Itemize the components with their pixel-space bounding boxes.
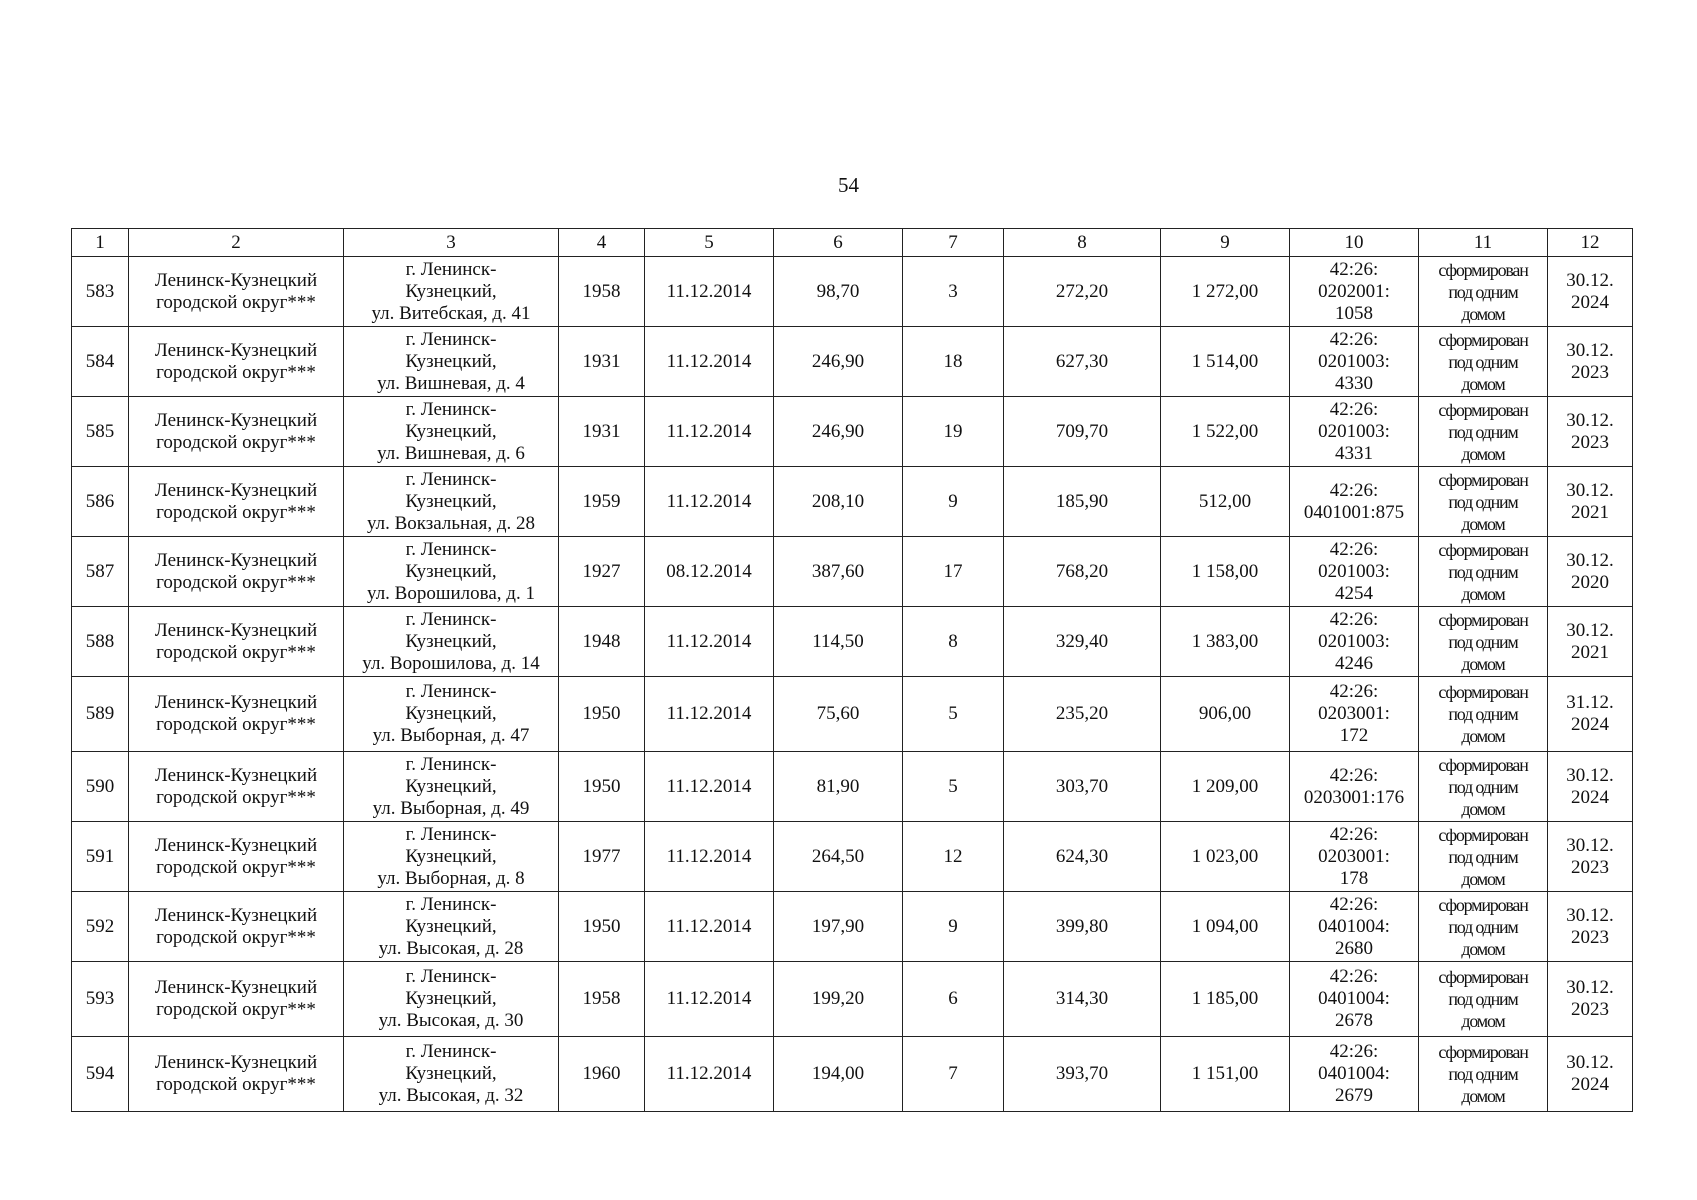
table-row bbox=[72, 537, 1633, 607]
column-number: 2 bbox=[129, 229, 344, 257]
area-cell: 393,70 bbox=[1004, 1037, 1161, 1112]
area-cell: 709,70 bbox=[1004, 397, 1161, 467]
cost-cell: 1 522,00 bbox=[1161, 397, 1290, 467]
cadastral-number-cell: 42:26: 0203001:176 bbox=[1290, 752, 1419, 822]
residents-count-cell: 9 bbox=[903, 467, 1004, 537]
recognition-date-cell: 11.12.2014 bbox=[645, 257, 774, 327]
row-number: 593 bbox=[72, 962, 129, 1037]
residents-count-cell: 3 bbox=[903, 257, 1004, 327]
residents-count-cell: 8 bbox=[903, 607, 1004, 677]
year-built-cell: 1950 bbox=[559, 892, 645, 962]
column-number: 7 bbox=[903, 229, 1004, 257]
cadastral-number-cell: 42:26: 0203001: 172 bbox=[1290, 677, 1419, 752]
row-number: 592 bbox=[72, 892, 129, 962]
land-plot-status-cell: сформирован под одним домом bbox=[1419, 822, 1548, 892]
resettlement-deadline-cell: 30.12. 2021 bbox=[1548, 607, 1633, 677]
column-number: 8 bbox=[1004, 229, 1161, 257]
cost-cell: 1 272,00 bbox=[1161, 257, 1290, 327]
address-cell: г. Ленинск- Кузнецкий, ул. Выборная, д. 47 bbox=[344, 677, 559, 752]
area-cell: 624,30 bbox=[1004, 822, 1161, 892]
column-number-row bbox=[72, 229, 1633, 257]
cost-cell: 1 023,00 bbox=[1161, 822, 1290, 892]
land-plot-status-cell: сформирован под одним домом bbox=[1419, 257, 1548, 327]
address-cell: г. Ленинск- Кузнецкий, ул. Выборная, д. 49 bbox=[344, 752, 559, 822]
area-cell: 185,90 bbox=[1004, 467, 1161, 537]
cost-cell: 1 209,00 bbox=[1161, 752, 1290, 822]
cadastral-number-cell: 42:26: 0201003: 4254 bbox=[1290, 537, 1419, 607]
column-number: 11 bbox=[1419, 229, 1548, 257]
table-row bbox=[72, 752, 1633, 822]
column-number: 9 bbox=[1161, 229, 1290, 257]
column-number: 3 bbox=[344, 229, 559, 257]
area-cell: 303,70 bbox=[1004, 752, 1161, 822]
land-plot-status-cell: сформирован под одним домом bbox=[1419, 1037, 1548, 1112]
district-cell: Ленинск-Кузнецкий городской округ*** bbox=[129, 752, 344, 822]
living-area-cell: 387,60 bbox=[774, 537, 903, 607]
living-area-cell: 246,90 bbox=[774, 327, 903, 397]
cost-cell: 512,00 bbox=[1161, 467, 1290, 537]
district-cell: Ленинск-Кузнецкий городской округ*** bbox=[129, 607, 344, 677]
resettlement-deadline-cell: 30.12. 2020 bbox=[1548, 537, 1633, 607]
cadastral-number-cell: 42:26: 0401004: 2678 bbox=[1290, 962, 1419, 1037]
residents-count-cell: 9 bbox=[903, 892, 1004, 962]
resettlement-deadline-cell: 30.12. 2024 bbox=[1548, 257, 1633, 327]
district-cell: Ленинск-Кузнецкий городской округ*** bbox=[129, 962, 344, 1037]
year-built-cell: 1950 bbox=[559, 752, 645, 822]
address-cell: г. Ленинск- Кузнецкий, ул. Высокая, д. 32 bbox=[344, 1037, 559, 1112]
district-cell: Ленинск-Кузнецкий городской округ*** bbox=[129, 892, 344, 962]
recognition-date-cell: 11.12.2014 bbox=[645, 892, 774, 962]
row-number: 589 bbox=[72, 677, 129, 752]
table-row bbox=[72, 822, 1633, 892]
recognition-date-cell: 11.12.2014 bbox=[645, 822, 774, 892]
area-cell: 314,30 bbox=[1004, 962, 1161, 1037]
living-area-cell: 114,50 bbox=[774, 607, 903, 677]
cadastral-number-cell: 42:26: 0202001: 1058 bbox=[1290, 257, 1419, 327]
cost-cell: 1 094,00 bbox=[1161, 892, 1290, 962]
recognition-date-cell: 08.12.2014 bbox=[645, 537, 774, 607]
resettlement-deadline-cell: 30.12. 2023 bbox=[1548, 397, 1633, 467]
table-row bbox=[72, 677, 1633, 752]
column-number: 4 bbox=[559, 229, 645, 257]
table-row bbox=[72, 892, 1633, 962]
row-number: 594 bbox=[72, 1037, 129, 1112]
cadastral-number-cell: 42:26: 0201003: 4331 bbox=[1290, 397, 1419, 467]
address-cell: г. Ленинск- Кузнецкий, ул. Высокая, д. 28 bbox=[344, 892, 559, 962]
recognition-date-cell: 11.12.2014 bbox=[645, 467, 774, 537]
land-plot-status-cell: сформирован под одним домом bbox=[1419, 892, 1548, 962]
resettlement-deadline-cell: 30.12. 2021 bbox=[1548, 467, 1633, 537]
table-row bbox=[72, 607, 1633, 677]
cadastral-number-cell: 42:26: 0401001:875 bbox=[1290, 467, 1419, 537]
year-built-cell: 1959 bbox=[559, 467, 645, 537]
residents-count-cell: 12 bbox=[903, 822, 1004, 892]
residents-count-cell: 17 bbox=[903, 537, 1004, 607]
resettlement-deadline-cell: 30.12. 2024 bbox=[1548, 1037, 1633, 1112]
cost-cell: 1 383,00 bbox=[1161, 607, 1290, 677]
resettlement-deadline-cell: 30.12. 2023 bbox=[1548, 822, 1633, 892]
year-built-cell: 1958 bbox=[559, 257, 645, 327]
land-plot-status-cell: сформирован под одним домом bbox=[1419, 962, 1548, 1037]
residents-count-cell: 5 bbox=[903, 677, 1004, 752]
recognition-date-cell: 11.12.2014 bbox=[645, 327, 774, 397]
area-cell: 235,20 bbox=[1004, 677, 1161, 752]
year-built-cell: 1950 bbox=[559, 677, 645, 752]
residents-count-cell: 6 bbox=[903, 962, 1004, 1037]
living-area-cell: 208,10 bbox=[774, 467, 903, 537]
table-row bbox=[72, 397, 1633, 467]
resettlement-deadline-cell: 30.12. 2023 bbox=[1548, 327, 1633, 397]
land-plot-status-cell: сформирован под одним домом bbox=[1419, 327, 1548, 397]
resettlement-deadline-cell: 31.12. 2024 bbox=[1548, 677, 1633, 752]
resettlement-deadline-cell: 30.12. 2023 bbox=[1548, 962, 1633, 1037]
row-number: 587 bbox=[72, 537, 129, 607]
living-area-cell: 197,90 bbox=[774, 892, 903, 962]
row-number: 584 bbox=[72, 327, 129, 397]
row-number: 583 bbox=[72, 257, 129, 327]
living-area-cell: 199,20 bbox=[774, 962, 903, 1037]
cost-cell: 1 158,00 bbox=[1161, 537, 1290, 607]
row-number: 585 bbox=[72, 397, 129, 467]
recognition-date-cell: 11.12.2014 bbox=[645, 397, 774, 467]
row-number: 590 bbox=[72, 752, 129, 822]
address-cell: г. Ленинск- Кузнецкий, ул. Витебская, д. 41 bbox=[344, 257, 559, 327]
land-plot-status-cell: сформирован под одним домом bbox=[1419, 467, 1548, 537]
table-body bbox=[72, 257, 1633, 1112]
living-area-cell: 246,90 bbox=[774, 397, 903, 467]
housing-registry-table bbox=[71, 228, 1633, 1112]
cost-cell: 1 185,00 bbox=[1161, 962, 1290, 1037]
living-area-cell: 194,00 bbox=[774, 1037, 903, 1112]
address-cell: г. Ленинск- Кузнецкий, ул. Высокая, д. 30 bbox=[344, 962, 559, 1037]
year-built-cell: 1931 bbox=[559, 327, 645, 397]
year-built-cell: 1977 bbox=[559, 822, 645, 892]
cost-cell: 1 151,00 bbox=[1161, 1037, 1290, 1112]
table-row bbox=[72, 962, 1633, 1037]
land-plot-status-cell: сформирован под одним домом bbox=[1419, 397, 1548, 467]
district-cell: Ленинск-Кузнецкий городской округ*** bbox=[129, 397, 344, 467]
year-built-cell: 1927 bbox=[559, 537, 645, 607]
year-built-cell: 1960 bbox=[559, 1037, 645, 1112]
land-plot-status-cell: сформирован под одним домом bbox=[1419, 607, 1548, 677]
residents-count-cell: 19 bbox=[903, 397, 1004, 467]
recognition-date-cell: 11.12.2014 bbox=[645, 962, 774, 1037]
column-number: 6 bbox=[774, 229, 903, 257]
row-number: 586 bbox=[72, 467, 129, 537]
living-area-cell: 98,70 bbox=[774, 257, 903, 327]
district-cell: Ленинск-Кузнецкий городской округ*** bbox=[129, 822, 344, 892]
district-cell: Ленинск-Кузнецкий городской округ*** bbox=[129, 677, 344, 752]
recognition-date-cell: 11.12.2014 bbox=[645, 607, 774, 677]
column-number: 10 bbox=[1290, 229, 1419, 257]
district-cell: Ленинск-Кузнецкий городской округ*** bbox=[129, 537, 344, 607]
district-cell: Ленинск-Кузнецкий городской округ*** bbox=[129, 327, 344, 397]
address-cell: г. Ленинск- Кузнецкий, ул. Вокзальная, д. 28 bbox=[344, 467, 559, 537]
address-cell: г. Ленинск- Кузнецкий, ул. Вишневая, д. 4 bbox=[344, 327, 559, 397]
cadastral-number-cell: 42:26: 0201003: 4330 bbox=[1290, 327, 1419, 397]
district-cell: Ленинск-Кузнецкий городской округ*** bbox=[129, 467, 344, 537]
address-cell: г. Ленинск- Кузнецкий, ул. Ворошилова, д. 1 bbox=[344, 537, 559, 607]
cadastral-number-cell: 42:26: 0401004: 2680 bbox=[1290, 892, 1419, 962]
residents-count-cell: 7 bbox=[903, 1037, 1004, 1112]
district-cell: Ленинск-Кузнецкий городской округ*** bbox=[129, 1037, 344, 1112]
living-area-cell: 264,50 bbox=[774, 822, 903, 892]
table-row bbox=[72, 327, 1633, 397]
column-number: 12 bbox=[1548, 229, 1633, 257]
recognition-date-cell: 11.12.2014 bbox=[645, 1037, 774, 1112]
area-cell: 627,30 bbox=[1004, 327, 1161, 397]
area-cell: 768,20 bbox=[1004, 537, 1161, 607]
land-plot-status-cell: сформирован под одним домом bbox=[1419, 752, 1548, 822]
address-cell: г. Ленинск- Кузнецкий, ул. Выборная, д. 8 bbox=[344, 822, 559, 892]
column-number: 5 bbox=[645, 229, 774, 257]
recognition-date-cell: 11.12.2014 bbox=[645, 677, 774, 752]
area-cell: 329,40 bbox=[1004, 607, 1161, 677]
cadastral-number-cell: 42:26: 0201003: 4246 bbox=[1290, 607, 1419, 677]
table-row bbox=[72, 1037, 1633, 1112]
resettlement-deadline-cell: 30.12. 2024 bbox=[1548, 752, 1633, 822]
area-cell: 272,20 bbox=[1004, 257, 1161, 327]
row-number: 588 bbox=[72, 607, 129, 677]
cost-cell: 906,00 bbox=[1161, 677, 1290, 752]
table-row bbox=[72, 257, 1633, 327]
residents-count-cell: 18 bbox=[903, 327, 1004, 397]
recognition-date-cell: 11.12.2014 bbox=[645, 752, 774, 822]
land-plot-status-cell: сформирован под одним домом bbox=[1419, 677, 1548, 752]
cadastral-number-cell: 42:26: 0401004: 2679 bbox=[1290, 1037, 1419, 1112]
year-built-cell: 1948 bbox=[559, 607, 645, 677]
year-built-cell: 1931 bbox=[559, 397, 645, 467]
cadastral-number-cell: 42:26: 0203001: 178 bbox=[1290, 822, 1419, 892]
district-cell: Ленинск-Кузнецкий городской округ*** bbox=[129, 257, 344, 327]
row-number: 591 bbox=[72, 822, 129, 892]
table-row bbox=[72, 467, 1633, 537]
area-cell: 399,80 bbox=[1004, 892, 1161, 962]
living-area-cell: 75,60 bbox=[774, 677, 903, 752]
column-number: 1 bbox=[72, 229, 129, 257]
residents-count-cell: 5 bbox=[903, 752, 1004, 822]
living-area-cell: 81,90 bbox=[774, 752, 903, 822]
page-number: 54 bbox=[838, 173, 859, 197]
address-cell: г. Ленинск- Кузнецкий, ул. Ворошилова, д. 14 bbox=[344, 607, 559, 677]
address-cell: г. Ленинск- Кузнецкий, ул. Вишневая, д. 6 bbox=[344, 397, 559, 467]
cost-cell: 1 514,00 bbox=[1161, 327, 1290, 397]
land-plot-status-cell: сформирован под одним домом bbox=[1419, 537, 1548, 607]
resettlement-deadline-cell: 30.12. 2023 bbox=[1548, 892, 1633, 962]
year-built-cell: 1958 bbox=[559, 962, 645, 1037]
